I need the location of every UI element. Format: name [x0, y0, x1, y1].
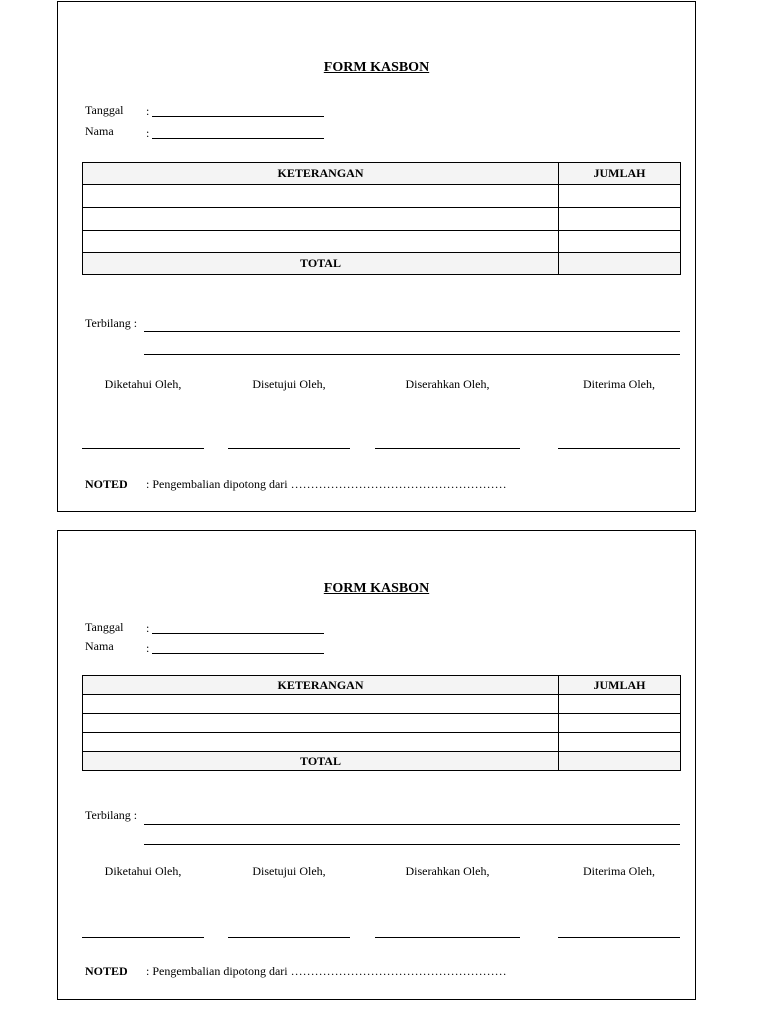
disetujui-label: Disetujui Oleh,: [252, 377, 326, 391]
kasbon-table: [82, 675, 681, 771]
disetujui-label: Disetujui Oleh,: [252, 864, 326, 878]
keterangan-cell[interactable]: [83, 185, 559, 208]
keterangan-cell[interactable]: [83, 208, 559, 231]
col-keterangan-header: KETERANGAN: [83, 163, 559, 185]
tanggal-colon: :: [146, 104, 150, 118]
diterima-label: Diterima Oleh,: [583, 377, 655, 391]
disetujui-signature-line[interactable]: [228, 937, 350, 938]
diketahui-signature-line[interactable]: [82, 937, 204, 938]
diserahkan-label: Diserahkan Oleh,: [405, 864, 490, 878]
tanggal-label: Tanggal: [85, 103, 124, 117]
terbilang-label: Terbilang :: [85, 808, 138, 822]
noted-text: : Pengembalian dipotong dari ………………………………………………: [146, 477, 507, 491]
diterima-signature-line[interactable]: [558, 448, 680, 449]
tanggal-field[interactable]: [152, 633, 324, 634]
diketahui-label: Diketahui Oleh,: [104, 377, 182, 391]
col-jumlah-header: JUMLAH: [559, 676, 681, 695]
table-row: [83, 714, 681, 733]
disetujui-signature-line[interactable]: [228, 448, 350, 449]
jumlah-cell[interactable]: [559, 185, 681, 208]
terbilang-line-2[interactable]: [144, 844, 680, 845]
diserahkan-signature-line[interactable]: [375, 448, 520, 449]
table-row: [83, 185, 681, 208]
noted-text: : Pengembalian dipotong dari ………………………………………………: [146, 964, 507, 978]
kasbon-form-1: [57, 1, 696, 512]
jumlah-cell[interactable]: [559, 695, 681, 714]
table-row: [83, 733, 681, 752]
table-row: [83, 695, 681, 714]
form-title: FORM KASBON: [323, 581, 430, 596]
table-row: [83, 231, 681, 253]
nama-colon: :: [146, 126, 150, 140]
jumlah-cell[interactable]: [559, 714, 681, 733]
table-row: [83, 208, 681, 231]
diserahkan-signature-line[interactable]: [375, 937, 520, 938]
col-keterangan-header: KETERANGAN: [83, 676, 559, 695]
kasbon-table: [82, 162, 681, 275]
keterangan-cell[interactable]: [83, 695, 559, 714]
total-label: TOTAL: [83, 253, 559, 275]
jumlah-cell[interactable]: [559, 208, 681, 231]
tanggal-colon: :: [146, 621, 150, 635]
keterangan-cell[interactable]: [83, 231, 559, 253]
diketahui-signature-line[interactable]: [82, 448, 204, 449]
terbilang-line-1[interactable]: [144, 824, 680, 825]
keterangan-cell[interactable]: [83, 714, 559, 733]
diketahui-label: Diketahui Oleh,: [104, 864, 182, 878]
terbilang-line-1[interactable]: [144, 331, 680, 332]
nama-field[interactable]: [152, 653, 324, 654]
noted-label: NOTED: [85, 477, 128, 491]
nama-colon: :: [146, 641, 150, 655]
tanggal-label: Tanggal: [85, 620, 124, 634]
total-amount-cell[interactable]: [559, 752, 681, 771]
diserahkan-label: Diserahkan Oleh,: [405, 377, 490, 391]
jumlah-cell[interactable]: [559, 733, 681, 752]
form-title: FORM KASBON: [323, 60, 430, 75]
col-jumlah-header: JUMLAH: [559, 163, 681, 185]
nama-label: Nama: [85, 124, 114, 138]
terbilang-line-2[interactable]: [144, 354, 680, 355]
noted-label: NOTED: [85, 964, 128, 978]
nama-label: Nama: [85, 639, 114, 653]
jumlah-cell[interactable]: [559, 231, 681, 253]
diterima-label: Diterima Oleh,: [583, 864, 655, 878]
total-amount-cell[interactable]: [559, 253, 681, 275]
nama-field[interactable]: [152, 138, 324, 139]
tanggal-field[interactable]: [152, 116, 324, 117]
kasbon-form-2: [57, 530, 696, 1000]
total-label: TOTAL: [83, 752, 559, 771]
terbilang-label: Terbilang :: [85, 316, 138, 330]
diterima-signature-line[interactable]: [558, 937, 680, 938]
keterangan-cell[interactable]: [83, 733, 559, 752]
